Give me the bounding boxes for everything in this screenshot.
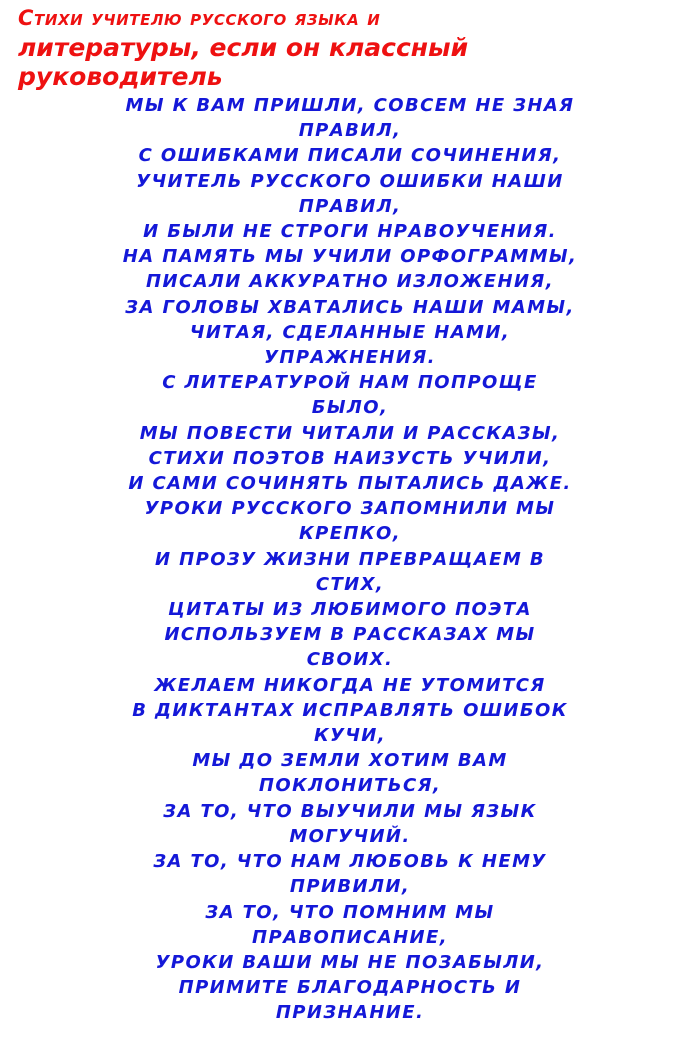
poem-line: В ДИКТАНТАХ ИСПРАВЛЯТЬ ОШИБОК: [132, 699, 568, 721]
poem-line: БЫЛО,: [311, 397, 389, 419]
poem-line: И БЫЛИ НЕ СТРОГИ НРАВОУЧЕНИЯ.: [143, 221, 557, 243]
poem-line: УРОКИ ВАШИ МЫ НЕ ПОЗАБЫЛИ,: [155, 951, 545, 973]
poem-line: МЫ ДО ЗЕМЛИ ХОТИМ ВАМ: [192, 750, 508, 772]
poem-line: С ЛИТЕРАТУРОЙ НАМ ПОПРОЩЕ: [162, 372, 538, 394]
poem-line: И ПРОЗУ ЖИЗНИ ПРЕВРАЩАЕМ В: [155, 548, 545, 570]
poem-line: ЧИТАЯ, СДЕЛАННЫЕ НАМИ,: [189, 321, 511, 343]
poem-text: [0, 93, 700, 1026]
title-line: литературы, если он классный: [18, 33, 469, 62]
poem-line: ЗА ГОЛОВЫ ХВАТАЛИСЬ НАШИ МАМЫ,: [125, 296, 575, 318]
poem-line: МОГУЧИЙ.: [289, 825, 411, 847]
poem-line: МЫ ПОВЕСТИ ЧИТАЛИ И РАССКАЗЫ,: [139, 422, 561, 444]
poem-line: ПРАВИЛ,: [298, 195, 402, 217]
poem-line: НА ПАМЯТЬ МЫ УЧИЛИ ОРФОГРАММЫ,: [122, 246, 578, 268]
poem-line: ЦИТАТЫ ИЗ ЛЮБИМОГО ПОЭТА: [168, 599, 532, 621]
poem-line: СТИХ,: [315, 573, 385, 595]
poem-line: С ОШИБКАМИ ПИСАЛИ СОЧИНЕНИЯ,: [138, 145, 562, 167]
poem-line: ПРАВОПИСАНИЕ,: [252, 926, 448, 948]
poem-line: УРОКИ РУССКОГО ЗАПОМНИЛИ МЫ: [144, 498, 556, 520]
poem-line: ЗА ТО, ЧТО ВЫУЧИЛИ МЫ ЯЗЫК: [163, 800, 537, 822]
poem-line: КРЕПКО,: [299, 523, 401, 545]
poem-line: МЫ К ВАМ ПРИШЛИ, СОВСЕМ НЕ ЗНАЯ: [125, 95, 575, 116]
poem-line: И САМИ СОЧИНЯТЬ ПЫТАЛИСЬ ДАЖЕ.: [128, 473, 572, 495]
poem-line: ПРИМИТЕ БЛАГОДАРНОСТЬ И: [178, 977, 522, 999]
poem-line: ПРИВИЛИ,: [289, 876, 411, 898]
poem-line: ПОКЛОНИТЬСЯ,: [258, 775, 442, 797]
poem-line: ЖЕЛАЕМ НИКОГДА НЕ УТОМИТСЯ: [154, 674, 546, 696]
poem-line: ИСПОЛЬЗУЕМ В РАССКАЗАХ МЫ: [164, 624, 536, 646]
title-line: руководитель: [18, 62, 223, 91]
poem-line: СТИХИ ПОЭТОВ НАИЗУСТЬ УЧИЛИ,: [148, 447, 552, 469]
poem-line: УЧИТЕЛЬ РУССКОГО ОШИБКИ НАШИ: [136, 170, 564, 192]
page-title: [18, 4, 692, 91]
poem-line: ПРИЗНАНИЕ.: [275, 1002, 425, 1024]
poem-line: СВОИХ.: [306, 649, 394, 671]
poem-line: ЗА ТО, ЧТО НАМ ЛЮБОВЬ К НЕМУ: [153, 851, 547, 873]
poem-line: ПИСАЛИ АККУРАТНО ИЗЛОЖЕНИЯ,: [146, 271, 554, 293]
poem-line: ЗА ТО, ЧТО ПОМНИМ МЫ: [205, 901, 495, 923]
title-line: Стихи учителю русского языка и: [18, 6, 381, 30]
poem-line: КУЧИ,: [313, 725, 387, 747]
poem-line: ПРАВИЛ,: [298, 120, 402, 142]
poem-line: УПРАЖНЕНИЯ.: [264, 347, 436, 369]
